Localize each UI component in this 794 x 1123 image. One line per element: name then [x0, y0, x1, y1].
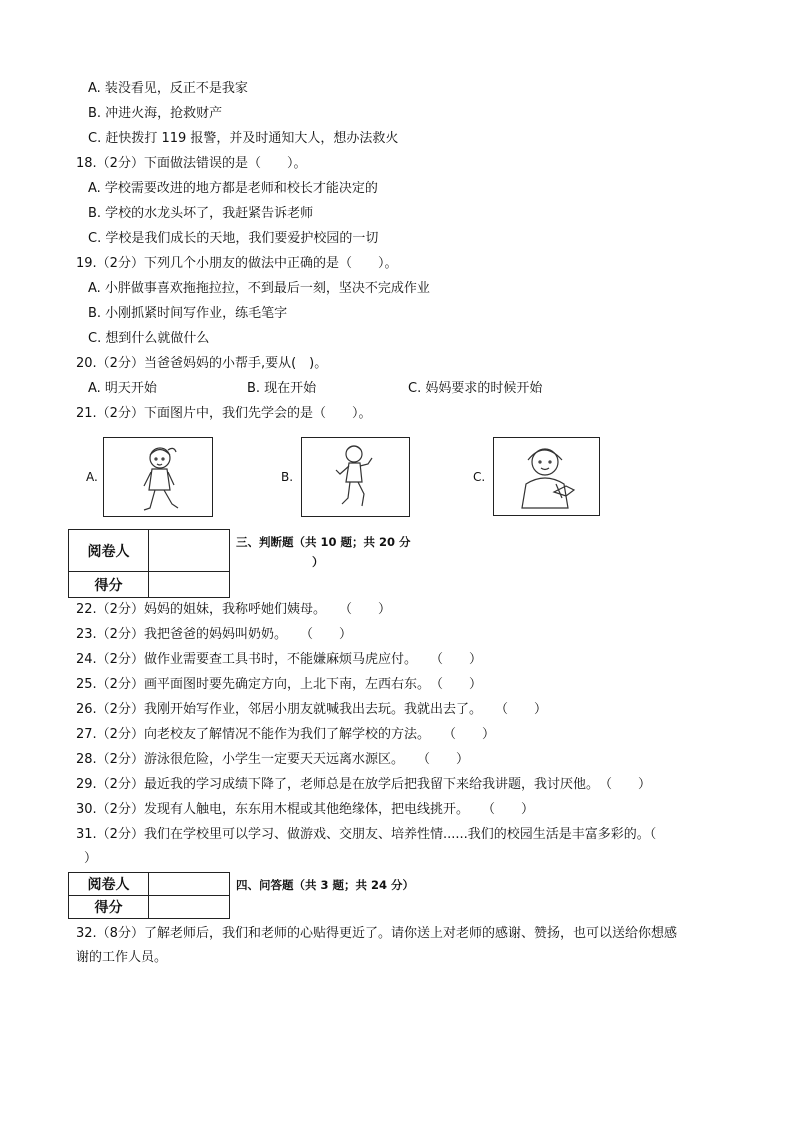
reviewer-label: 阅卷人: [69, 530, 149, 572]
reviewer-field: [149, 530, 230, 572]
boy-running-icon: [302, 438, 409, 516]
q17-option-c: C. 赶快拨打 119 报警，并及时通知大人，想办法救火: [88, 131, 399, 146]
q20-option-b: B. 现在开始: [247, 381, 317, 396]
q25: 25.（2分）画平面图时要先确定方向，上北下南，左西右东。 （ ）: [76, 677, 482, 692]
section3-title-close: ）: [312, 555, 324, 569]
q21-label-a: A.: [86, 470, 98, 484]
score-field: [149, 896, 230, 919]
q19-option-b: B. 小刚抓紧时间写作业，练毛笔字: [88, 306, 288, 321]
section4-title: 四、问答题（共 3 题；共 24 分）: [236, 878, 415, 892]
reviewer-field: [149, 873, 230, 896]
score-box-section3: [68, 529, 230, 598]
q21-label-c: C.: [473, 470, 486, 484]
q19-option-c: C. 想到什么就做什么: [88, 331, 210, 346]
q24: 24.（2分）做作业需要查工具书时，不能嫌麻烦马虎应付。 （ ）: [76, 652, 482, 667]
q32-line1: 32.（8分）了解老师后，我们和老师的心贴得更近了。请你送上对老师的感谢、赞扬，也可以送给你想感: [76, 926, 677, 941]
q21-picture-b: [301, 437, 410, 517]
q17-option-a: A. 装没看见，反正不是我家: [88, 81, 248, 96]
q19-option-a: A. 小胖做事喜欢拖拖拉拉，不到最后一刻，坚决不完成作业: [88, 281, 430, 296]
q18-option-c: C. 学校是我们成长的天地，我们要爱护校园的一切: [88, 231, 379, 246]
q21-stem: 21.（2分）下面图片中，我们先学会的是（ ）。: [76, 406, 372, 421]
q20-option-a: A. 明天开始: [88, 381, 157, 396]
q26: 26.（2分）我刚开始写作业，邻居小朋友就喊我出去玩。我就出去了。 （ ）: [76, 702, 547, 717]
child-writing-icon: [494, 438, 599, 515]
q18-option-b: B. 学校的水龙头坏了，我赶紧告诉老师: [88, 206, 314, 221]
section3-title: 三、判断题（共 10 题；共 20 分: [236, 535, 411, 549]
q17-option-b: B. 冲进火海，抢救财产: [88, 106, 223, 121]
q18-stem: 18.（2分）下面做法错误的是（ ）。: [76, 156, 307, 171]
q29: 29.（2分）最近我的学习成绩下降了，老师总是在放学后把我留下来给我讲题，我讨厌他。 （ ）: [76, 777, 651, 792]
q21-picture-c: [493, 437, 600, 516]
q28: 28.（2分）游泳很危险，小学生一定要天天远离水源区。 （ ）: [76, 752, 469, 767]
score-label: 得分: [69, 572, 149, 598]
score-label: 得分: [69, 896, 149, 919]
q18-option-a: A. 学校需要改进的地方都是老师和校长才能决定的: [88, 181, 378, 196]
score-box-section4: [68, 872, 230, 919]
q27: 27.（2分）向老校友了解情况不能作为我们了解学校的方法。 （ ）: [76, 727, 495, 742]
q20-option-c: C. 妈妈要求的时候开始: [408, 381, 543, 396]
q31: 31.（2分）我们在学校里可以学习、做游戏、交朋友、培养性情......我们的校园生活是丰富多彩的。（: [76, 827, 657, 842]
q30: 30.（2分）发现有人触电，东东用木棍或其他绝缘体，把电线挑开。 （ ）: [76, 802, 534, 817]
q23: 23.（2分）我把爸爸的妈妈叫奶奶。 （ ）: [76, 627, 352, 642]
girl-walking-icon: [104, 438, 212, 516]
reviewer-label: 阅卷人: [69, 873, 149, 896]
q19-stem: 19.（2分）下列几个小朋友的做法中正确的是（ ）。: [76, 256, 398, 271]
q31-close-paren: ）: [84, 851, 98, 866]
q21-picture-a: [103, 437, 213, 517]
q20-stem: 20.（2分）当爸爸妈妈的小帮手,要从( )。: [76, 356, 328, 371]
q21-label-b: B.: [281, 470, 294, 484]
q32-line2: 谢的工作人员。: [76, 950, 168, 965]
q22: 22.（2分）妈妈的姐妹，我称呼她们姨母。 （ ）: [76, 602, 391, 617]
score-field: [149, 572, 230, 598]
